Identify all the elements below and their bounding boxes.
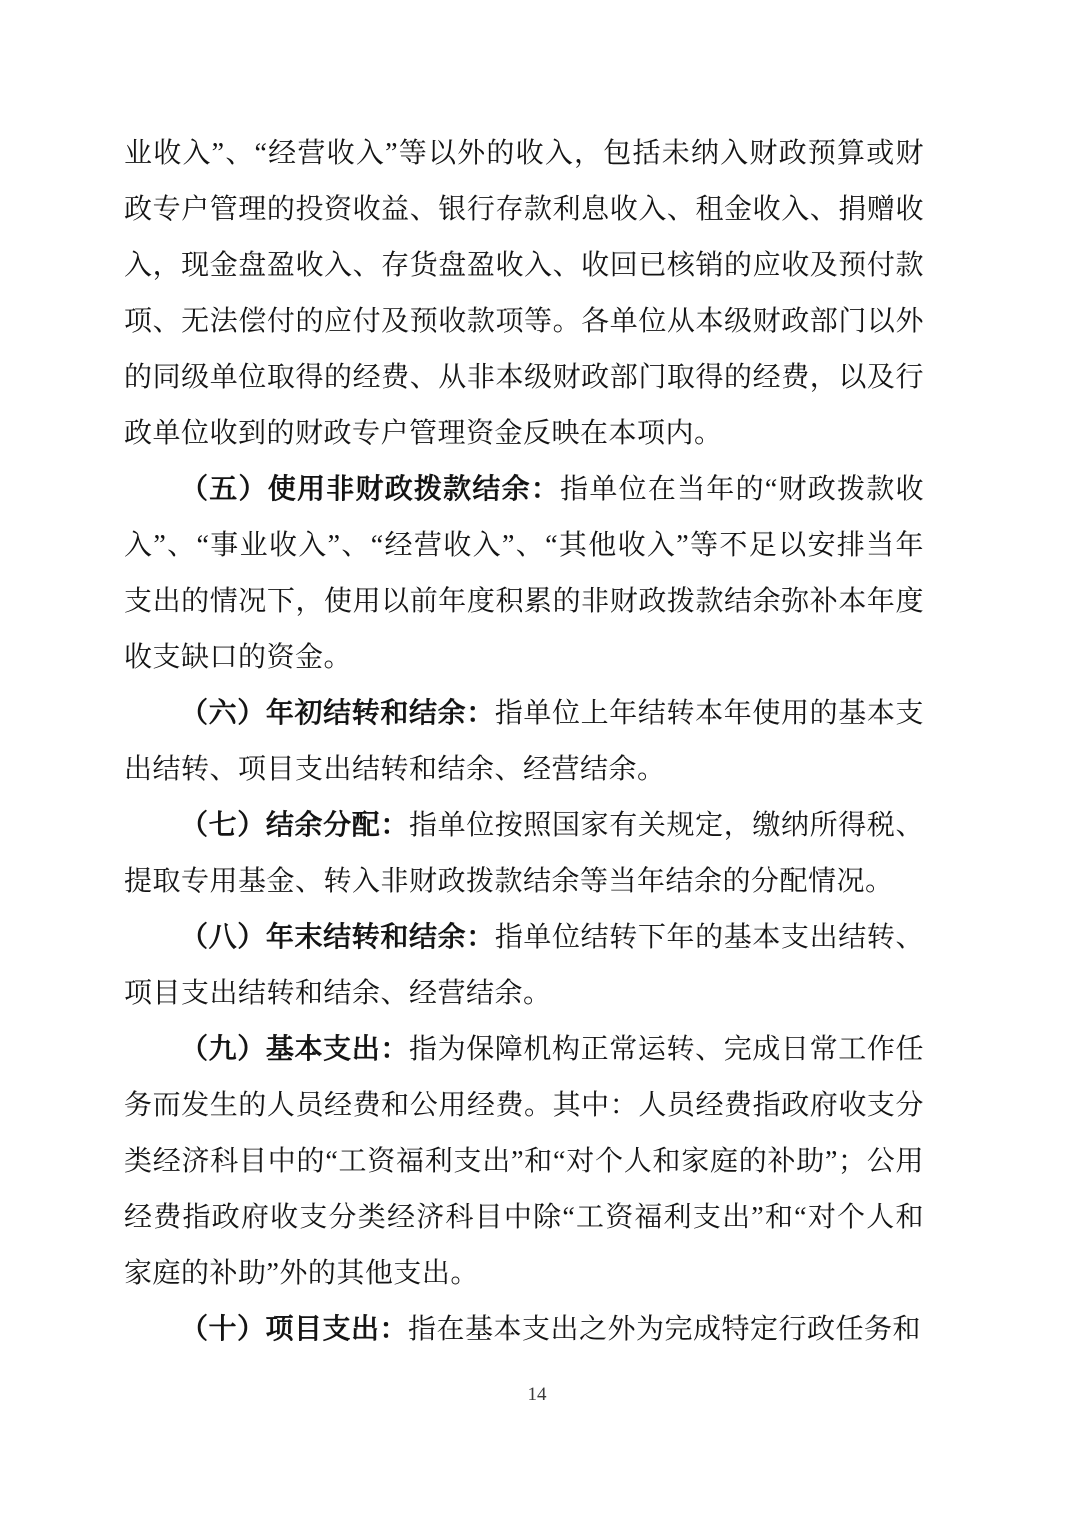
paragraph-text: 业收入”、“经营收入”等以外的收入，包括未纳入财政预算或财政专户管理的投资收益、银行存款利息收入、租金收入、捐赠收入，现金盘盈收入、存货盘盈收入、收回已核销的应收及预付款项、无法偿付的应付及预收款项等。各单位从本级财政部门以外的同级单位取得的经费、从非本级财政部门取得的经费，以及行政单位收到的财政专户管理资金反映在本项内。 bbox=[124, 138, 924, 449]
paragraph-heading: （七）结余分配： bbox=[180, 810, 409, 841]
paragraph-heading: （九）基本支出： bbox=[180, 1034, 409, 1065]
document-content bbox=[124, 126, 924, 1358]
paragraph-heading: （十）项目支出： bbox=[180, 1314, 409, 1345]
paragraph-heading: （六）年初结转和结余： bbox=[180, 698, 495, 729]
paragraph-item-5 bbox=[124, 462, 924, 686]
paragraph-item-8 bbox=[124, 910, 924, 1022]
paragraph-heading: （八）年末结转和结余： bbox=[180, 922, 495, 953]
paragraph-text: 指单位上年结转本年使用的基本支出结转、项目支出结转和结余、经营结余。 bbox=[124, 698, 924, 785]
paragraph-continuation bbox=[124, 126, 924, 462]
paragraph-text: 指单位结转下年的基本支出结转、项目支出结转和结余、经营结余。 bbox=[124, 922, 924, 1009]
page-number: 14 bbox=[527, 1384, 547, 1405]
paragraph-text: 指在基本支出之外为完成特定行政任务和 bbox=[408, 1314, 922, 1345]
paragraph-item-6 bbox=[124, 686, 924, 798]
paragraph-text: 指为保障机构正常运转、完成日常工作任务而发生的人员经费和公用经费。其中：人员经费指政府收支分类经济科目中的“工资福利支出”和“对个人和家庭的补助”；公用经费指政府收支分类经济科目中除“工资福利支出”和“对个人和家庭的补助”外的其他支出。 bbox=[124, 1034, 924, 1289]
paragraph-text: 指单位按照国家有关规定，缴纳所得税、提取专用基金、转入非财政拨款结余等当年结余的分配情况。 bbox=[124, 810, 924, 897]
paragraph-item-10 bbox=[124, 1302, 924, 1358]
paragraph-item-9 bbox=[124, 1022, 924, 1302]
paragraph-item-7 bbox=[124, 798, 924, 910]
paragraph-heading: （五）使用非财政拨款结余： bbox=[180, 474, 561, 505]
paragraph-text: 指单位在当年的“财政拨款收入”、“事业收入”、“经营收入”、“其他收入”等不足以安排当年支出的情况下，使用以前年度积累的非财政拨款结余弥补本年度收支缺口的资金。 bbox=[124, 474, 924, 673]
